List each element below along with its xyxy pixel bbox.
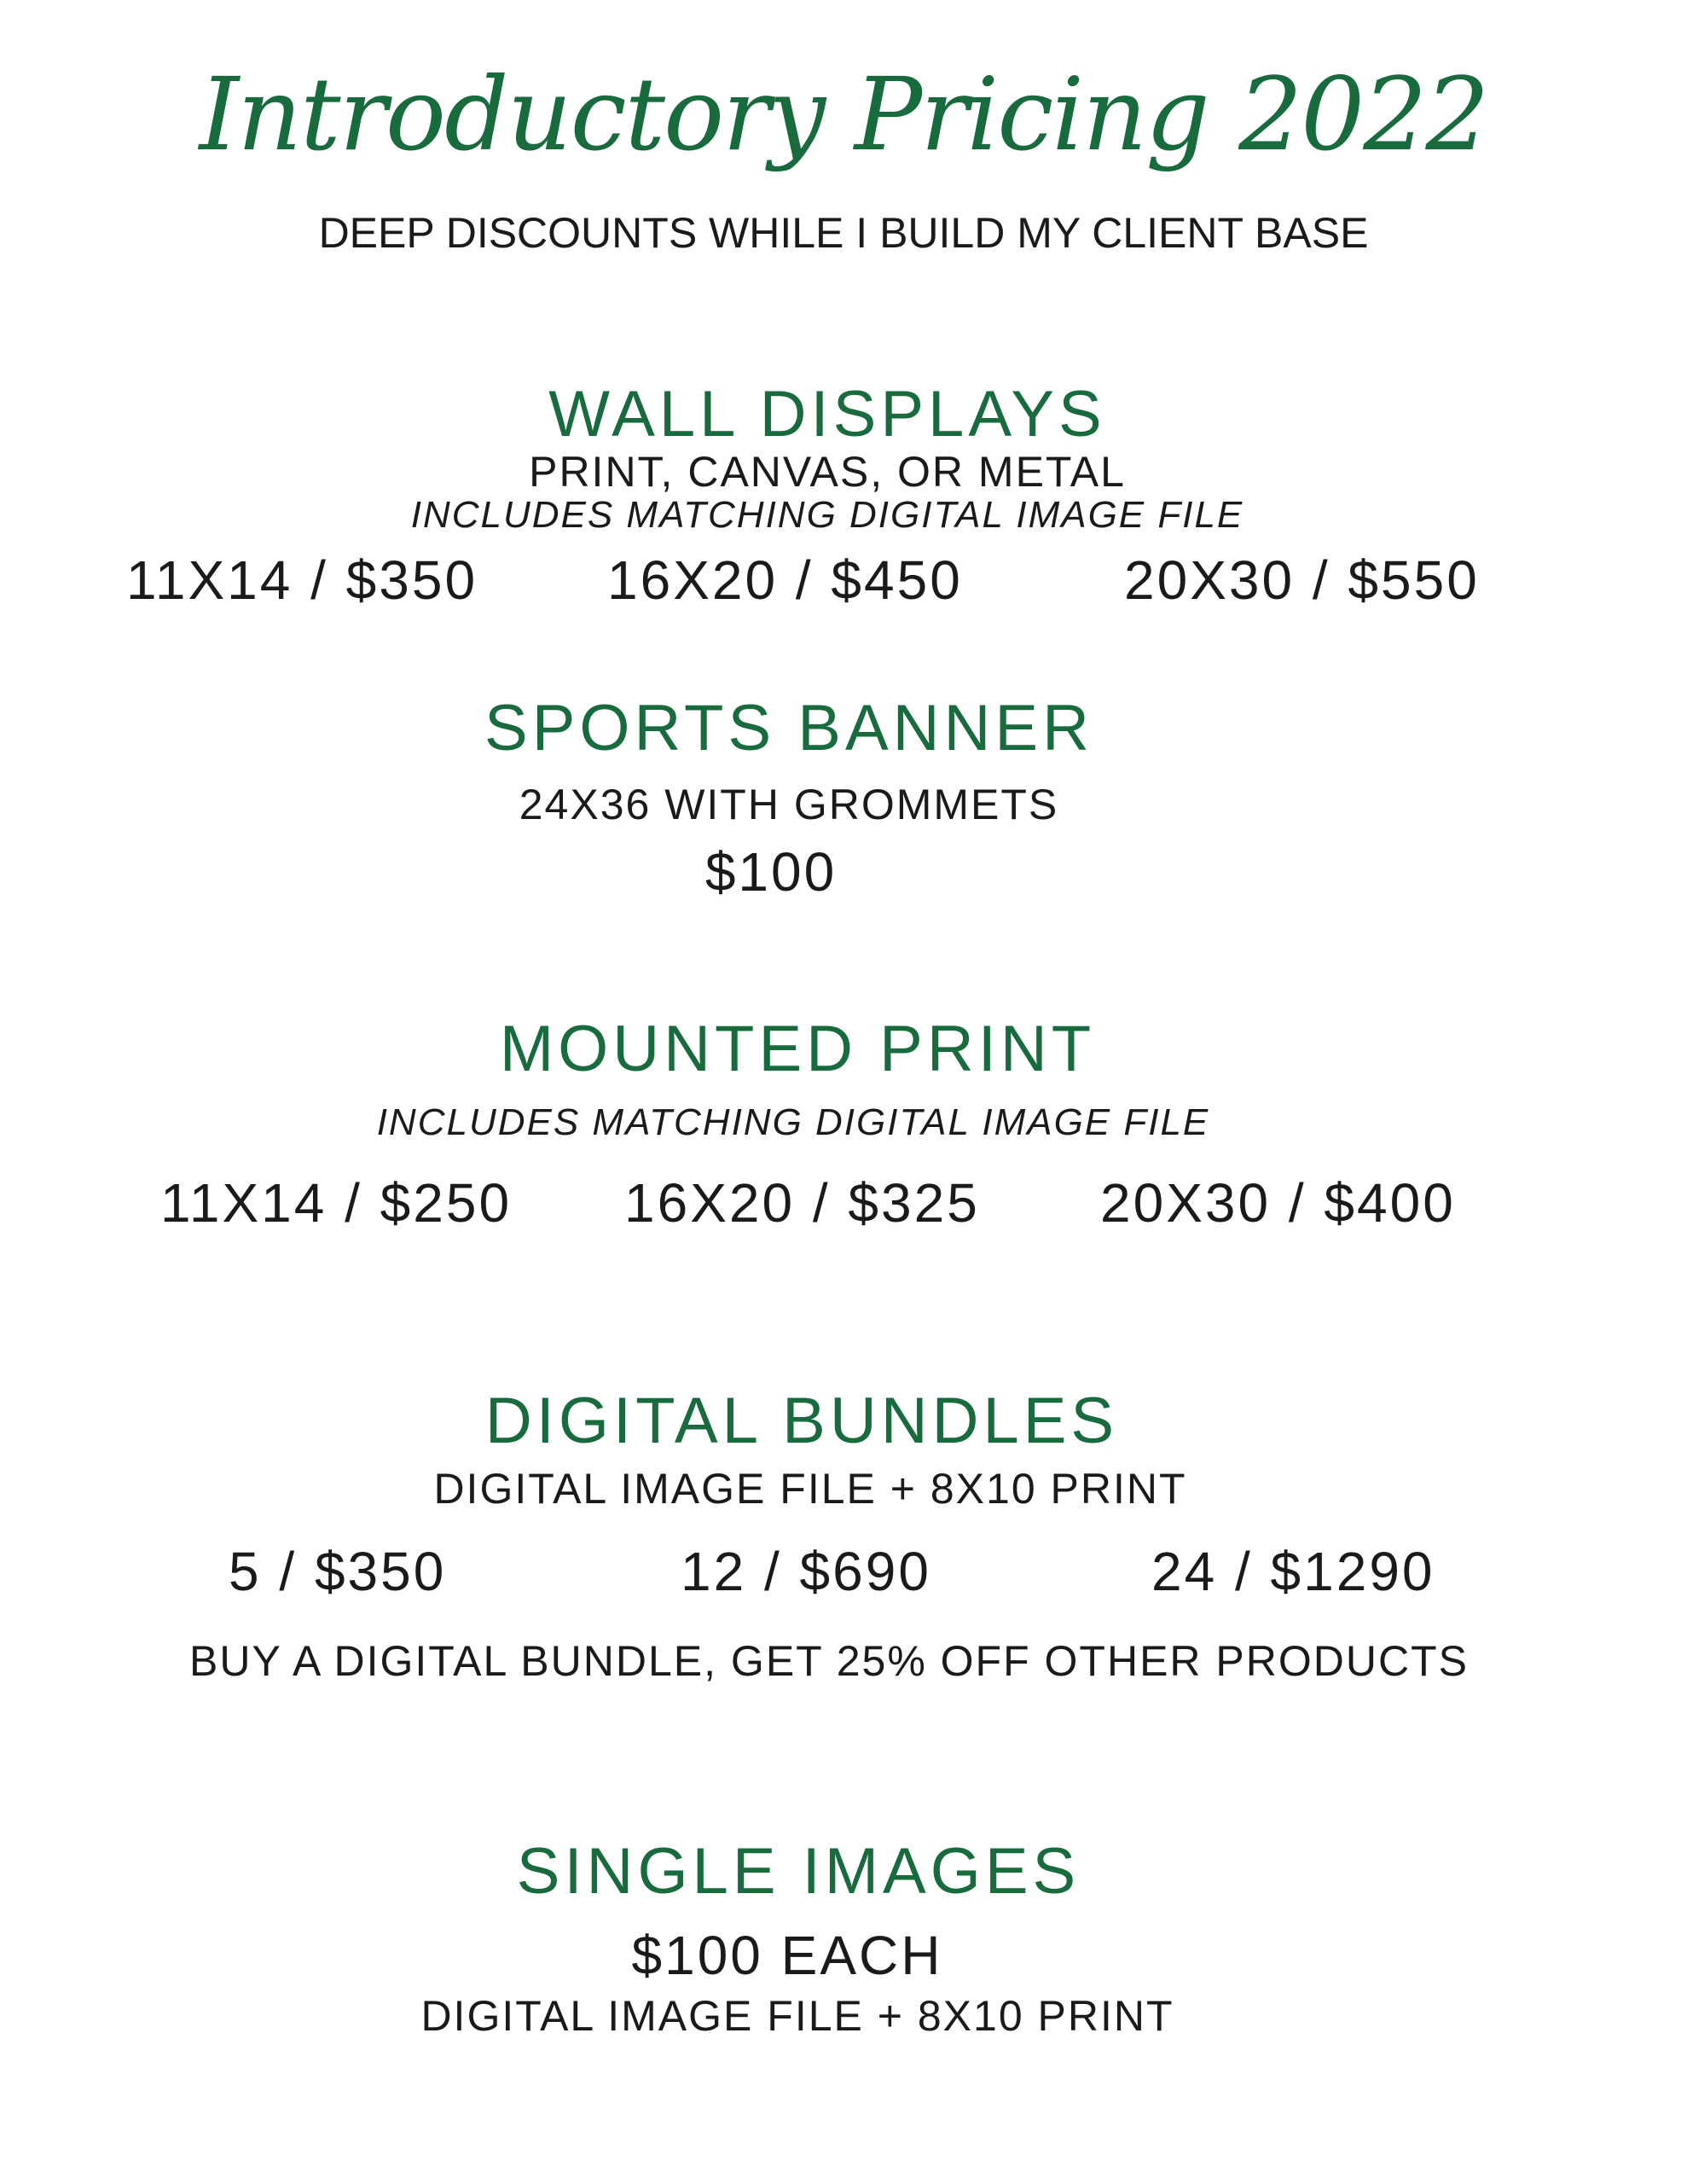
- single-images-price: $100 EACH: [631, 1925, 943, 1986]
- wall-displays-price-20x30: 20X30 / $550: [1124, 549, 1480, 611]
- digital-bundles-heading: DIGITAL BUNDLES: [484, 1385, 1119, 1457]
- wall-displays-price-11x14: 11X14 / $350: [126, 549, 478, 611]
- wall-displays-heading: WALL DISPLAYS: [548, 378, 1106, 450]
- digital-bundles-price-12: 12 / $690: [681, 1541, 931, 1602]
- page-subtitle: DEEP DISCOUNTS WHILE I BUILD MY CLIENT BASE: [318, 209, 1369, 257]
- digital-bundles-promo: BUY A DIGITAL BUNDLE, GET 25% OFF OTHER PRODUCTS: [188, 1637, 1469, 1685]
- digital-bundles-description: DIGITAL IMAGE FILE + 8X10 PRINT: [433, 1465, 1187, 1513]
- digital-bundles-price-24: 24 / $1290: [1151, 1541, 1435, 1602]
- sports-banner-size: 24X36 WITH GROMMETS: [519, 781, 1059, 828]
- wall-displays-materials: PRINT, CANVAS, OR METAL: [529, 448, 1126, 496]
- sports-banner-heading: SPORTS BANNER: [484, 692, 1093, 764]
- single-images-description: DIGITAL IMAGE FILE + 8X10 PRINT: [420, 1992, 1174, 2040]
- single-images-heading: SINGLE IMAGES: [516, 1835, 1081, 1908]
- mounted-print-heading: MOUNTED PRINT: [499, 1013, 1096, 1085]
- mounted-print-price-20x30: 20X30 / $400: [1100, 1172, 1456, 1234]
- mounted-print-price-11x14: 11X14 / $250: [160, 1172, 513, 1234]
- sports-banner-price: $100: [704, 841, 838, 903]
- wall-displays-note: INCLUDES MATCHING DIGITAL IMAGE FILE: [410, 494, 1244, 536]
- wall-displays-price-16x20: 16X20 / $450: [607, 549, 963, 611]
- mounted-print-price-16x20: 16X20 / $325: [624, 1172, 980, 1234]
- digital-bundles-price-5: 5 / $350: [229, 1541, 447, 1602]
- page-title: Introductory Pricing 2022: [199, 55, 1488, 173]
- mounted-print-note: INCLUDES MATCHING DIGITAL IMAGE FILE: [376, 1101, 1210, 1143]
